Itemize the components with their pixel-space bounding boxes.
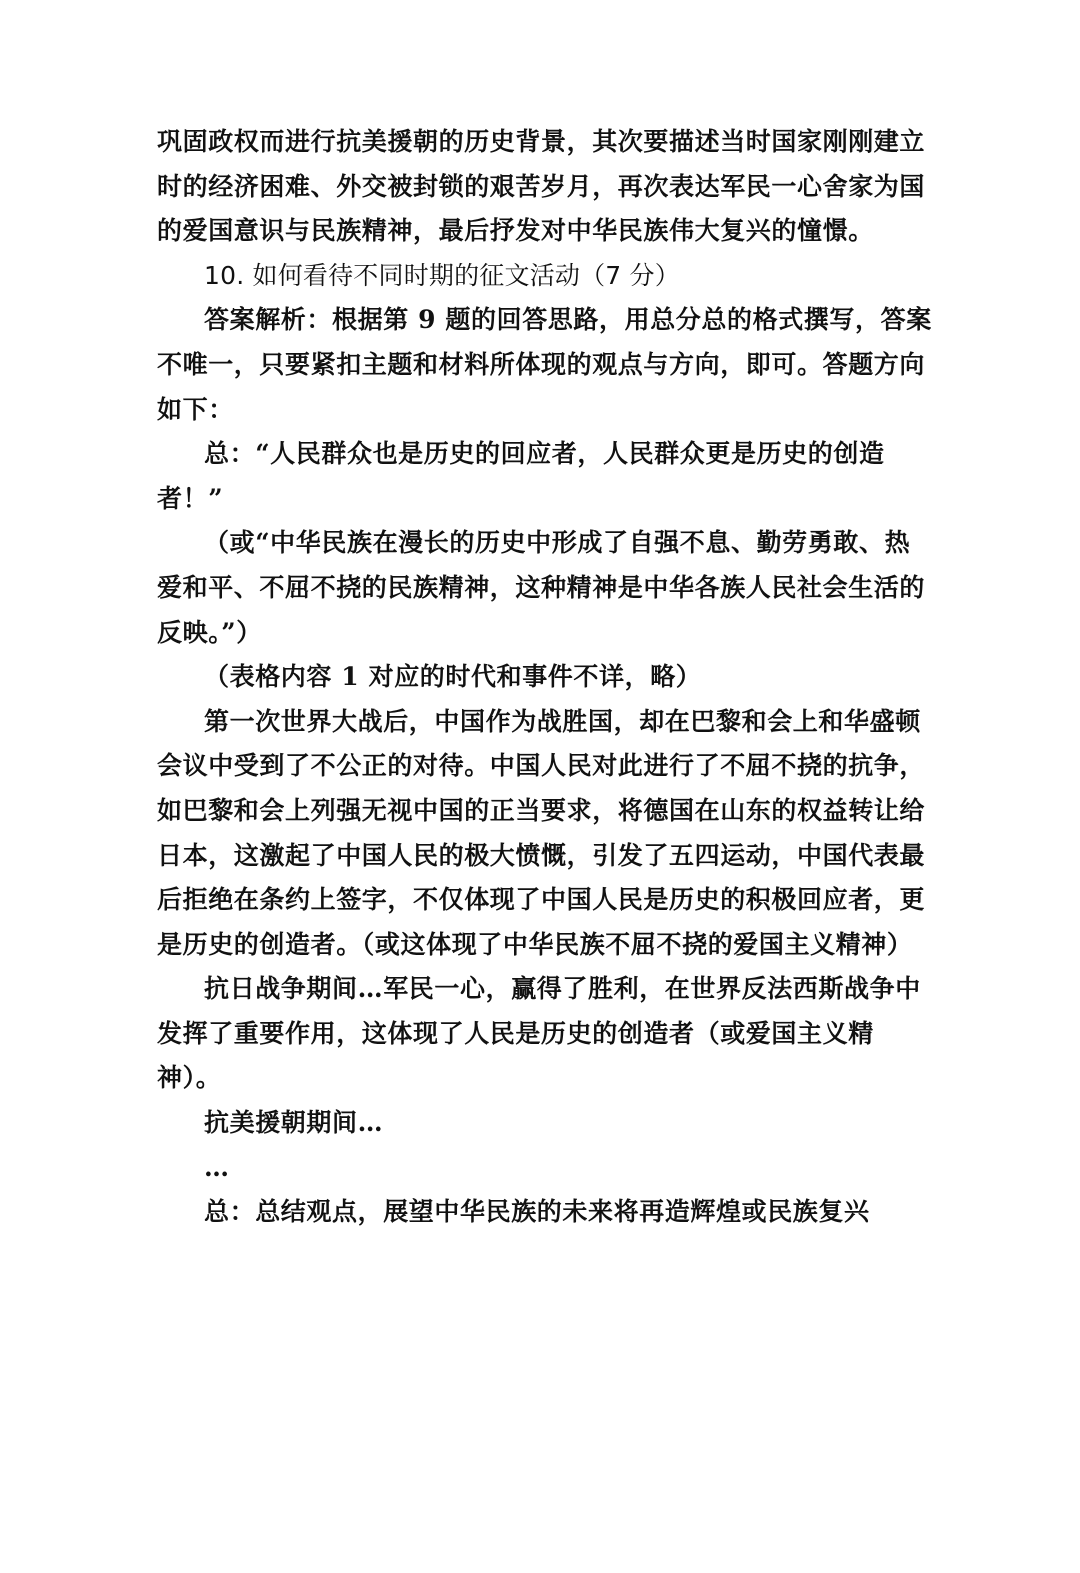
- question-10-heading: 10. 如何看待不同时期的征文活动（7 分）: [204, 260, 680, 290]
- summary-opening-quote: 总：“人民群众也是历史的回应者，人民群众更是历史的创造者！”: [157, 439, 885, 513]
- ellipsis-line: …: [204, 1152, 230, 1182]
- summary-conclusion: 总：总结观点，展望中华民族的未来将再造辉煌或民族复兴: [204, 1197, 870, 1227]
- table-note: （表格内容 1 对应的时代和事件不详，略）: [204, 662, 702, 692]
- answer-text-body: [157, 120, 932, 1235]
- answer-analysis-paragraph: 答案解析：根据第 9 题的回答思路，用总分总的格式撰写，答案不唯一，只要紧扣主题和材料所体现的观点与方向，即可。答题方向如下：: [157, 305, 932, 424]
- paragraph-background-continued: 巩固政权而进行抗美援朝的历史背景，其次要描述当时国家刚刚建立时的经济困难、外交被封锁的艰苦岁月，再次表达军民一心舍家为国的爱国意识与民族精神，最后抒发对中华民族伟大复兴的憧憬。: [157, 127, 926, 246]
- paragraph-korean-war: 抗美援朝期间…: [204, 1108, 384, 1138]
- paragraph-anti-japanese-war: 抗日战争期间…军民一心，赢得了胜利，在世界反法西斯战争中发挥了重要作用，这体现了人民是历史的创造者（或爱国主义精神）。: [157, 974, 921, 1093]
- alternative-summary-quote: （或“中华民族在漫长的历史中形成了自强不息、勤劳勇敢、热爱和平、不屈不挠的民族精神，这种精神是中华各族人民社会生活的反映。”）: [157, 528, 926, 647]
- paragraph-wwi-example: 第一次世界大战后，中国作为战胜国，却在巴黎和会上和华盛顿会议中受到了不公正的对待。中国人民对此进行了不屈不挠的抗争，如巴黎和会上列强无视中国的正当要求，将德国在山东的权益转让给日本，这激起了中国人民的极大愤慨，引发了五四运动，中国代表最后拒绝在条约上签字，不仅体现了中国人民是历史的积极回应者，更是历史的创造者。（或这体现了中华民族不屈不挠的爱国主义精神）: [157, 706, 926, 959]
